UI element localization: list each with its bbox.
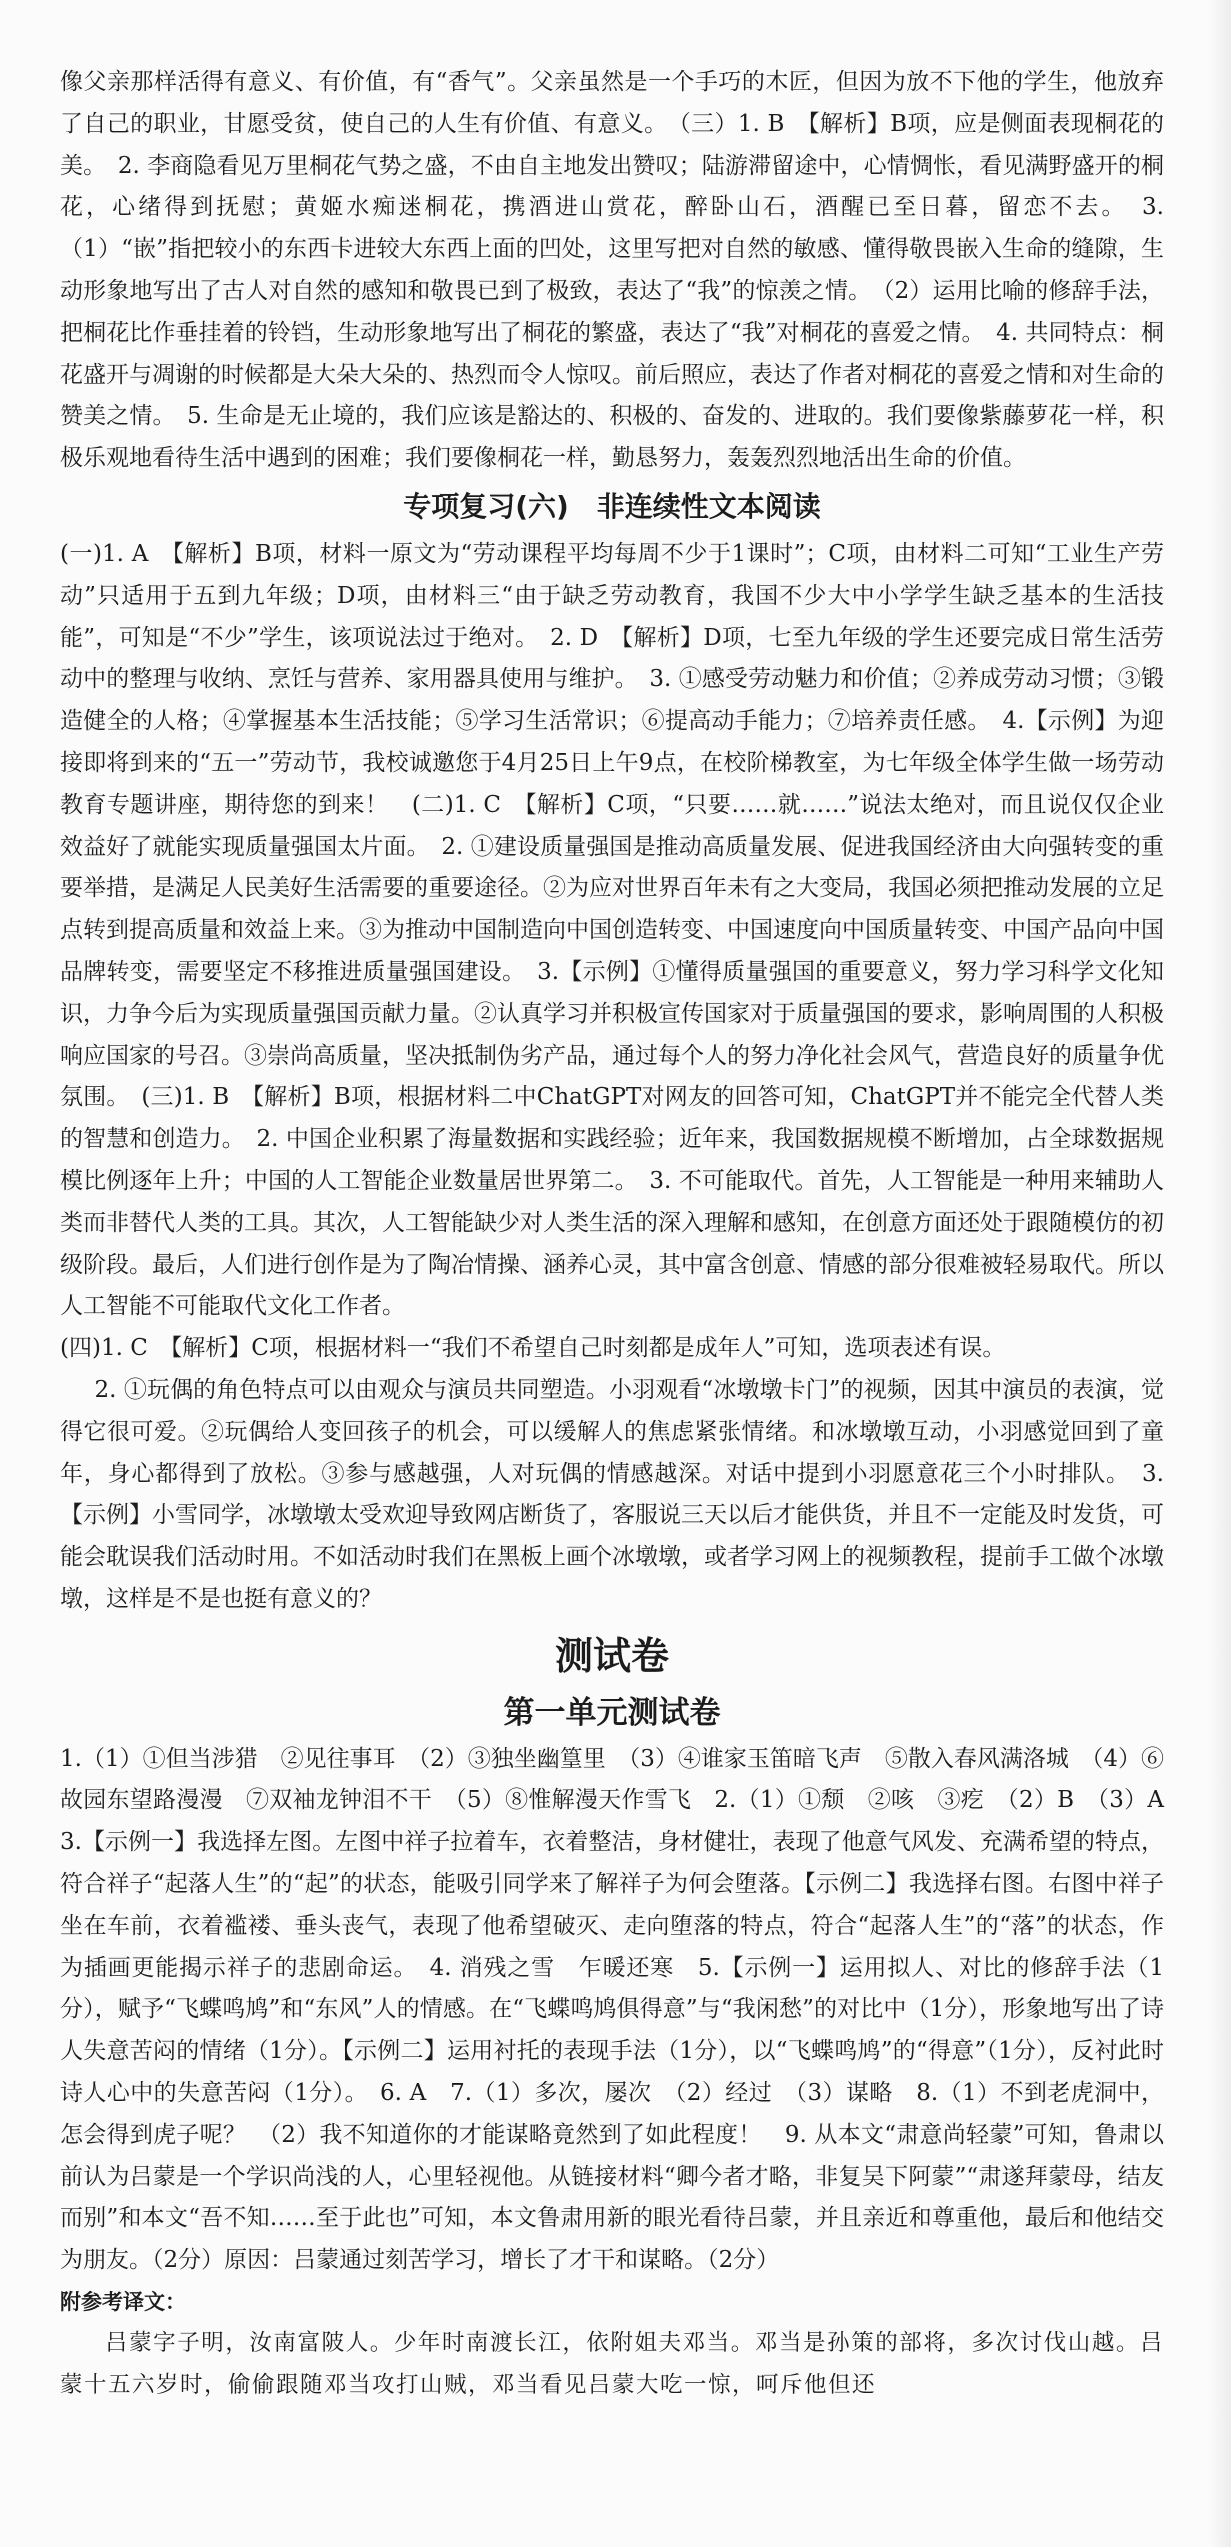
prev-section-paragraph: 像父亲那样活得有意义、有价值，有“香气”。父亲虽然是一个手巧的木匠，但因为放不下他的学生，他放弃了自己的职业，甘愿受贫，使自己的人生有价值、有意义。 （三）1. B 【解析】B项，应是侧面表现桐花的美。 2. 李商隐看见万里桐花气势之盛，不由自主地发出赞叹；陆游滞留途中，心情惆怅，看见满野盛开的桐花，心绪得到抚慰；黄姬水痴迷桐花，携酒进山赏花，醉卧山石，酒醒已至日暮，留恋不去。 3.（1）“嵌”指把较小的东西卡进较大东西上面的凹处，这里写把对自然的敏感、懂得敬畏嵌入生命的缝隙，生动形象地写出了古人对自然的感知和敬畏已到了极致，表达了“我”的惊羡之情。 （2）运用比喻的修辞手法，把桐花比作垂挂着的铃铛，生动形象地写出了桐花的繁盛，表达了“我”对桐花的喜爱之情。 4. 共同特点：桐花盛开与凋谢的时候都是大朵大朵的、热烈而令人惊叹。前后照应，表达了作者对桐花的喜爱之情和对生命的赞美之情。 5. 生命是无止境的，我们应该是豁达的、积极的、奋发的、进取的。我们要像紫藤萝花一样，积极乐观地看待生活中遇到的困难；我们要像桐花一样，勤恳努力，轰轰烈烈地活出生命的价值。 bbox=[60, 69, 1164, 472]
section6-answers-1-3: (一)1. A 【解析】B项，材料一原文为“劳动课程平均每周不少于1课时”；C项，由材料二可知“工业生产劳动”只适用于五到九年级；D项，由材料三“由于缺乏劳动教育，我国不少大中小学学生缺乏基本的生活技能”，可知是“不少”学生，该项说法过于绝对。 2. D 【解析】D项，七至九年级的学生还要完成日常生活劳动中的整理与收纳、烹饪与营养、家用器具使用与维护。 3. ①感受劳动魅力和价值；②养成劳动习惯；③锻造健全的人格；④掌握基本生活技能；⑤学习生活常识；⑥提高动手能力；⑦培养责任感。 4.【示例】为迎接即将到来的“五一”劳动节，我校诚邀您于4月25日上午9点，在校阶梯教室，为七年级全体学生做一场劳动教育专题讲座，期待您的到来！ (二)1. C 【解析】C项，“只要……就……”说法太绝对，而且说仅仅企业效益好了就能实现质量强国太片面。 2. ①建设质量强国是推动高质量发展、促进我国经济由大向强转变的重要举措，是满足人民美好生活需要的重要途径。②为应对世界百年未有之大变局，我国必须把推动发展的立足点转到提高质量和效益上来。③为推动中国制造向中国创造转变、中国速度向中国质量转变、中国产品向中国品牌转变，需要坚定不移推进质量强国建设。 3.【示例】①懂得质量强国的重要意义，努力学习科学文化知识，力争今后为实现质量强国贡献力量。②认真学习并积极宣传国家对于质量强国的要求，影响周围的人积极响应国家的号召。③崇尚高质量，坚决抵制伪劣产品，通过每个人的努力净化社会风气，营造良好的质量争优氛围。 (三)1. B 【解析】B项，根据材料二中ChatGPT对网友的回答可知，ChatGPT并不能完全代替人类的智慧和创造力。 2. 中国企业积累了海量数据和实践经验；近年来，我国数据规模不断增加，占全球数据规模比例逐年上升；中国的人工智能企业数量居世界第二。 3. 不可能取代。首先，人工智能是一种用来辅助人类而非替代人类的工具。其次，人工智能缺少对人类生活的深入理解和感知，在创意方面还处于跟随模仿的初级阶段。最后，人们进行创作是为了陶冶情操、涵养心灵，其中富含创意、情感的部分很难被轻易取代。所以人工智能不可能取代文化工作者。 bbox=[60, 540, 1164, 1320]
page-edge-shadow bbox=[1209, 0, 1231, 2547]
section6-answers-4-q2-q3: 2. ①玩偶的角色特点可以由观众与演员共同塑造。小羽观看“冰墩墩卡门”的视频，因其中演员的表演，觉得它很可爱。②玩偶给人变回孩子的机会，可以缓解人的焦虑紧张情绪。和冰墩墩互动，小羽感觉回到了童年，身心都得到了放松。③参与感越强，人对玩偶的情感越深。对话中提到小羽愿意花三个小时排队。 3.【示例】小雪同学，冰墩墩太受欢迎导致网店断货了，客服说三天以后才能供货，并且不一定能及时发货，可能会耽误我们活动时用。不如活动时我们在黑板上画个冰墩墩，或者学习网上的视频教程，提前手工做个冰墩墩，这样是不是也挺有意义的？ bbox=[60, 1376, 1164, 1612]
translation-paragraph: 吕蒙字子明，汝南富陂人。少年时南渡长江，依附姐夫邓当。邓当是孙策的部将，多次讨伐山越。吕蒙十五六岁时，偷偷跟随邓当攻打山贼，邓当看见吕蒙大吃一惊，呵斥他但还 bbox=[60, 2330, 1164, 2398]
test-paper-title: 测试卷 bbox=[554, 1633, 669, 1678]
reference-translation bbox=[60, 2323, 1164, 2407]
reference-translation-label: 附参考译文： bbox=[60, 2290, 186, 2315]
unit-1-answers: 1.（1）①但当涉猎 ②见往事耳 （2）③独坐幽篁里 （3）④谁家玉笛暗飞声 ⑤散入春风满洛城 （4）⑥故园东望路漫漫 ⑦双袖龙钟泪不干 （5）⑧惟解漫天作雪飞 2.（1）①颓 ②咳 ③疙 （2）B （3）A 3.【示例一】我选择左图。左图中祥子拉着车，衣着整洁，身材健壮，表现了他意气风发、充满希望的特点，符合祥子“起落人生”的“起”的状态，能吸引同学来了解祥子为何会堕落。【示例二】我选择右图。右图中祥子坐在车前，衣着褴褛、垂头丧气，表现了他希望破灭、走向堕落的特点，符合“起落人生”的“落”的状态，作为插画更能揭示祥子的悲剧命运。 4. 消残之雪 乍暖还寒 5.【示例一】运用拟人、对比的修辞手法（1分），赋予“飞蝶鸣鸠”和“东风”人的情感。在“飞蝶鸣鸠俱得意”与“我闲愁”的对比中（1分），形象地写出了诗人失意苦闷的情绪（1分）。【示例二】运用衬托的表现手法（1分），以“飞蝶鸣鸠”的“得意”（1分），反衬此时诗人心中的失意苦闷（1分）。 6. A 7.（1）多次，屡次 （2）经过 （3）谋略 8.（1）不到老虎洞中，怎会得到虎子呢？ （2）我不知道你的才能谋略竟然到了如此程度！ 9. 从本文“肃意尚轻蒙”可知，鲁肃以前认为吕蒙是一个学识尚浅的人，心里轻视他。从链接材料“卿今者才略，非复吴下阿蒙”“肃遂拜蒙母，结友而别”和本文“吾不知……至于此也”可知，本文鲁肃用新的眼光看待吕蒙，并且亲近和尊重他，最后和他结交为朋友。（2分）原因：吕蒙通过刻苦学习，增长了才干和谋略。（2分） bbox=[60, 1745, 1187, 2274]
page-content bbox=[60, 62, 1187, 2532]
section6-answers-4-q1: (四)1. C 【解析】C项，根据材料一“我们不希望自己时刻都是成年人”可知，选项表述有误。 bbox=[60, 1335, 1006, 1362]
section-title-review-6: 专项复习(六) 非连续性文本阅读 bbox=[403, 489, 821, 523]
unit-1-test-title: 第一单元测试卷 bbox=[503, 1694, 721, 1731]
